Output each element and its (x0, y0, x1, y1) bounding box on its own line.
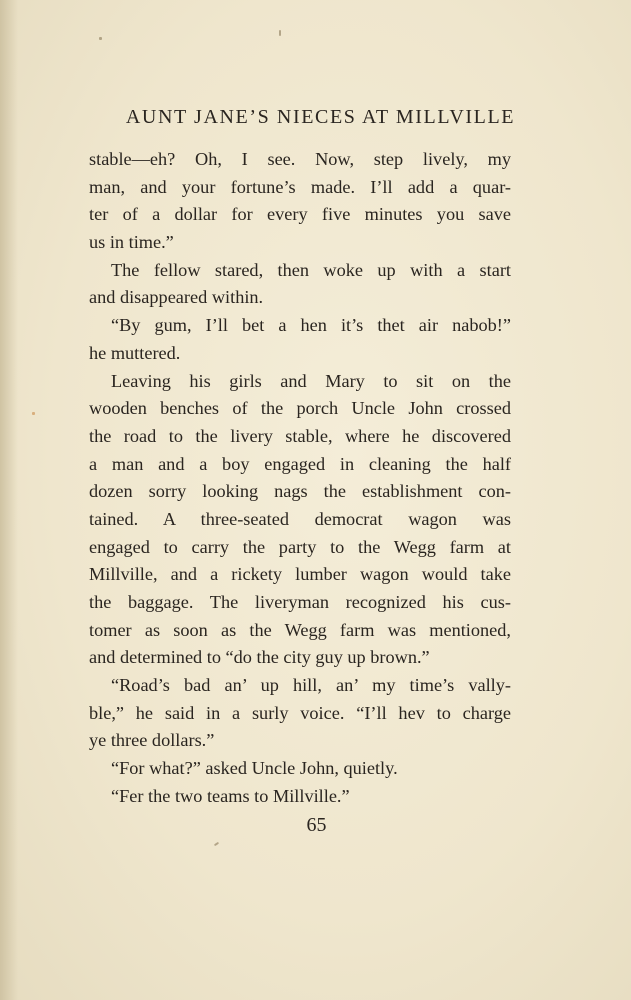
paragraph (89, 755, 511, 783)
text-line: wooden benches of the porch Uncle John crossed (89, 398, 511, 419)
spine-shadow (0, 0, 18, 1000)
text-line: “For what?” asked Uncle John, quietly. (111, 758, 398, 779)
text-line: “By gum, I’ll bet a hen it’s thet air nabob!” (111, 315, 511, 336)
paragraph (89, 312, 511, 367)
text-line: Millville, and a rickety lumber wagon would take (89, 564, 511, 585)
text-line: us in time.” (89, 232, 174, 253)
page-number: 65 (306, 814, 327, 836)
paragraph (89, 368, 511, 673)
text-line: tomer as soon as the Wegg farm was mentioned, (89, 619, 511, 640)
paragraph (89, 257, 511, 312)
paper-speck (99, 37, 102, 40)
text-line: the road to the livery stable, where he discovered (89, 425, 511, 446)
text-line: Leaving his girls and Mary to sit on the (111, 370, 511, 391)
text-line: man, and your fortune’s made. I’ll add a quar- (89, 176, 511, 197)
paragraph (89, 783, 511, 811)
text-line: “Road’s bad an’ up hill, an’ my time’s vally- (111, 675, 511, 696)
text-line: ter of a dollar for every five minutes you save (89, 204, 511, 225)
text-line: “Fer the two teams to Millville.” (111, 785, 350, 806)
text-line: engaged to carry the party to the Wegg farm at (89, 536, 511, 557)
text-line: The fellow stared, then woke up with a start (111, 259, 511, 280)
text-line: tained. A three-seated democrat wagon was (89, 508, 511, 529)
running-head: AUNT JANE’S NIECES AT MILLVILLE (125, 106, 516, 128)
text-line: he muttered. (89, 342, 181, 363)
text-line: ye three dollars.” (89, 730, 215, 751)
body-text (89, 146, 511, 811)
text-line: dozen sorry looking nags the establishment con- (89, 481, 511, 502)
paragraph (89, 146, 511, 257)
paragraph (89, 672, 511, 755)
text-line: a man and a boy engaged in cleaning the half (89, 453, 511, 474)
text-line: stable—eh? Oh, I see. Now, step lively, my (89, 149, 511, 169)
paper-speck (214, 842, 219, 847)
text-line: the baggage. The liveryman recognized his cus- (89, 592, 511, 612)
paper-speck (279, 30, 281, 36)
text-line: and disappeared within. (89, 287, 264, 308)
text-line: and determined to “do the city guy up brown.” (89, 647, 430, 668)
text-line: ble,” he said in a surly voice. “I’ll hev to charge (89, 702, 511, 723)
paper-speck (32, 412, 35, 415)
